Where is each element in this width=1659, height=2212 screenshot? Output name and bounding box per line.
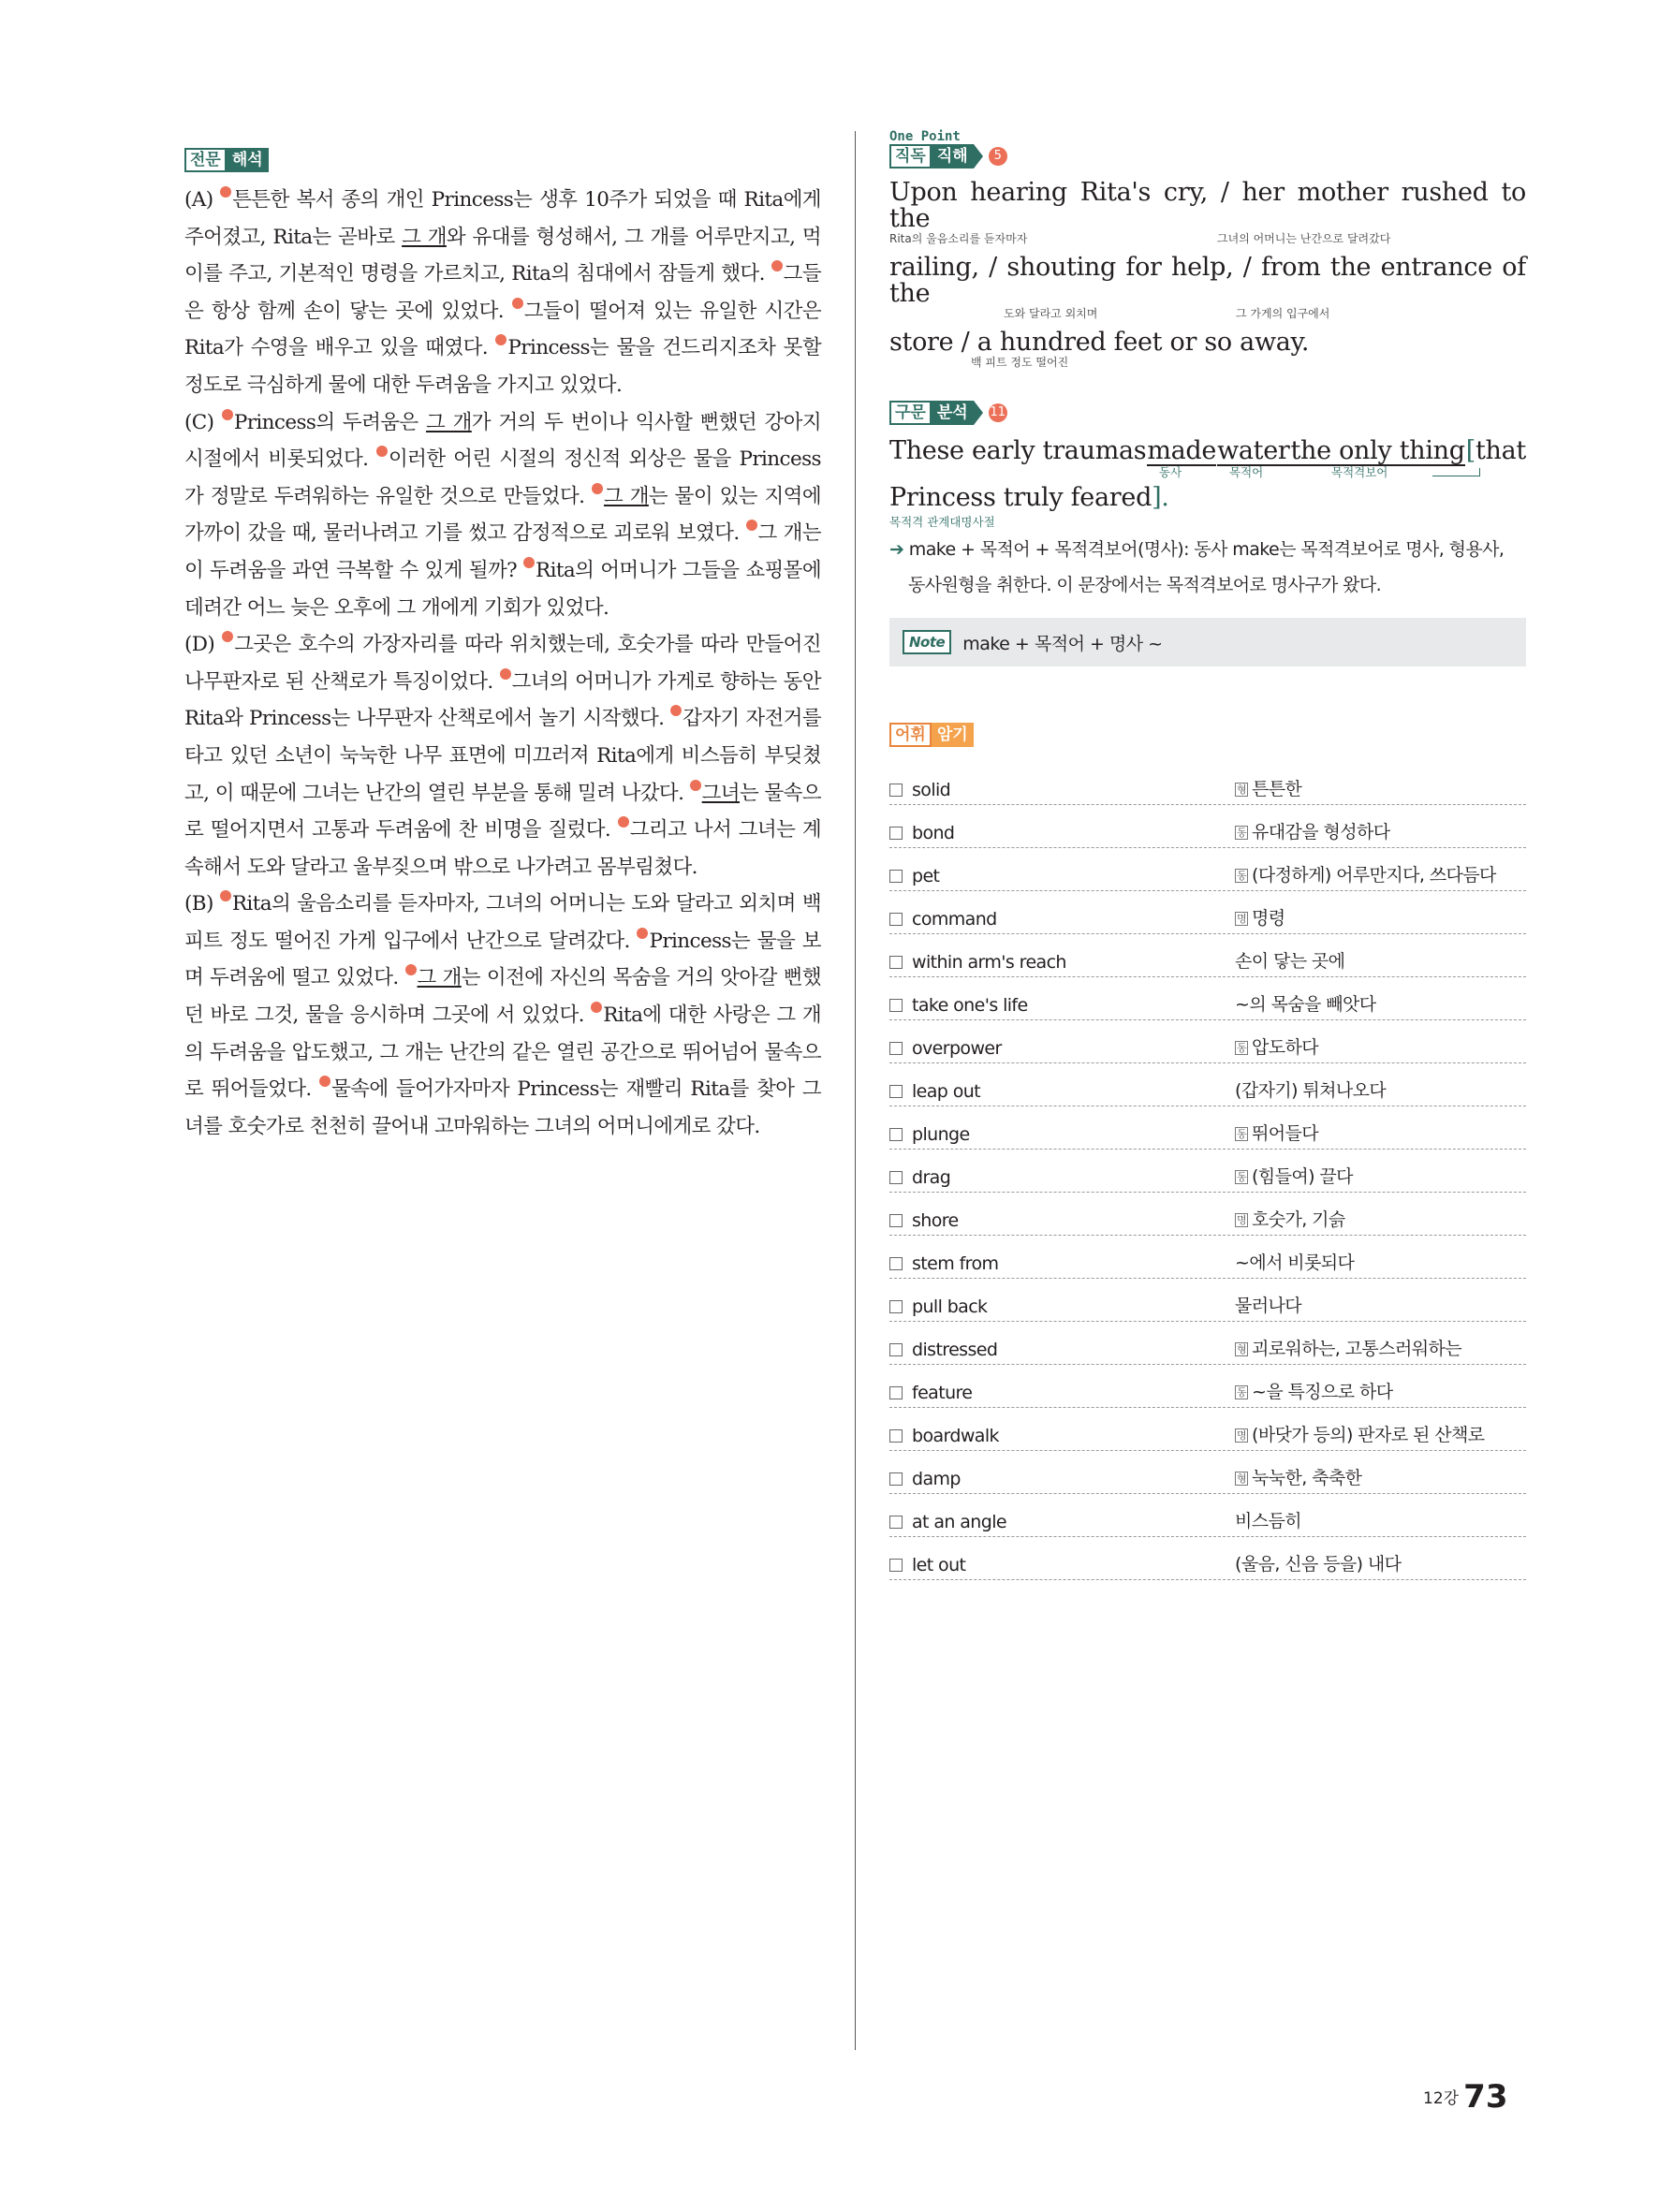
vocab-meaning: ~을 특징으로 하다 xyxy=(1252,1382,1393,1402)
vocab-meaning-cell xyxy=(1235,1077,1386,1102)
vocab-row xyxy=(889,891,1526,934)
vocab-row xyxy=(889,1193,1526,1236)
translation-paragraph xyxy=(184,886,821,1145)
tag-part-b: 분석 xyxy=(932,401,974,425)
vocab-row xyxy=(889,1494,1526,1537)
part-of-speech-badge: 동 xyxy=(1237,1386,1247,1399)
vocab-term: let out xyxy=(912,1555,966,1575)
question-number-badge: 5 xyxy=(989,147,1007,166)
chunk: Upon hearing Rita's cry, xyxy=(889,178,1208,207)
vocab-meaning-cell xyxy=(1235,990,1375,1016)
checkbox-icon[interactable] xyxy=(889,913,903,926)
checkbox-icon[interactable] xyxy=(889,1300,903,1313)
vocab-row xyxy=(889,1020,1526,1063)
part-of-speech-badge: 형 xyxy=(1237,784,1247,796)
vocab-row xyxy=(889,1106,1526,1150)
vocab-meaning-cell xyxy=(1235,1507,1301,1532)
vocab-row xyxy=(889,1279,1526,1322)
sentence-text: (B) xyxy=(184,892,220,916)
vocab-row xyxy=(889,1408,1526,1451)
translation-paragraph xyxy=(184,404,821,627)
sentence-text: 그곳은 호수의 가장자리를 따라 위치했는데, 호숫가를 따라 만들어진 나무판자로 된 산책로가 특징이었다. xyxy=(184,633,822,694)
reading-line-2 xyxy=(889,255,1526,307)
checkbox-icon[interactable] xyxy=(889,999,903,1012)
vocab-meaning-cell xyxy=(1235,861,1496,886)
chunk: her mother rushed to the xyxy=(889,178,1526,233)
vocab-meaning-cell xyxy=(1235,904,1285,930)
vocab-meaning-cell xyxy=(1235,1378,1393,1403)
vocab-row xyxy=(889,1236,1526,1279)
slash: / xyxy=(1220,178,1229,207)
gloss-line-1 xyxy=(889,232,1526,247)
part-of-speech-badge: 동 xyxy=(1237,1128,1247,1140)
translation-paragraph xyxy=(184,626,821,886)
vocab-meaning: 뛰어들다 xyxy=(1252,1123,1319,1144)
object: water xyxy=(1217,436,1290,465)
vocab-term: shore xyxy=(912,1210,959,1231)
note-text: make + 목적어 + 명사 ~ xyxy=(962,633,1163,654)
underlined-referent: 그 개 xyxy=(417,966,462,990)
page-number-value: 73 xyxy=(1463,2078,1508,2116)
reading-line-3 xyxy=(889,330,1526,356)
gloss: 도와 달라고 외치며 xyxy=(1004,307,1098,320)
sentence-marker-icon xyxy=(670,705,682,716)
vocab-term: distressed xyxy=(912,1340,998,1360)
checkbox-icon[interactable] xyxy=(889,1042,903,1055)
sentence-text: Princess는 물을 건드리지조차 못할 정도로 극심하게 물에 대한 두려움을 가지고 있었다. xyxy=(184,336,821,397)
part-of-speech-badge: 형 xyxy=(1237,1343,1247,1355)
vocab-meaning: (다정하게) 어루만지다, 쓰다듬다 xyxy=(1252,865,1496,886)
sentence-text: 는 물이 있는 지역에 가까이 갔을 때, 물러나려고 기를 썼고 감정적으로 괴로워 보였다. xyxy=(184,484,821,546)
analysis-sentence xyxy=(889,438,1526,530)
tag-arrow-icon xyxy=(974,401,983,425)
vocab-term: overpower xyxy=(912,1038,1002,1059)
underlined-referent: 그 개 xyxy=(426,410,472,434)
vocab-meaning: ~에서 비롯되다 xyxy=(1235,1252,1355,1273)
part-of-speech-badge: 명 xyxy=(1237,1429,1247,1442)
vocab-row xyxy=(889,1451,1526,1494)
vocab-meaning: 손이 닿는 곳에 xyxy=(1235,951,1345,972)
tag-part-a: 구문 xyxy=(889,401,932,425)
part-of-speech-badge: 명 xyxy=(1237,1214,1247,1226)
checkbox-icon[interactable] xyxy=(889,1085,903,1098)
grammar-explanation xyxy=(889,532,1526,603)
sentence-text: 그들이 떨어져 있는 유일한 시간은 Rita가 수영을 배우고 있을 때였다. xyxy=(184,299,821,360)
vocab-term: drag xyxy=(912,1167,951,1188)
sentence-labels xyxy=(889,466,1526,481)
direct-reading-block xyxy=(889,180,1526,371)
vocab-meaning-cell xyxy=(1235,947,1344,973)
part-of-speech-badge: 동 xyxy=(1237,827,1247,839)
vocab-term: pet xyxy=(912,866,940,886)
vocab-tag xyxy=(889,723,974,747)
sentence-marker-icon xyxy=(220,890,231,901)
slash: / xyxy=(961,328,970,357)
vocab-meaning-cell xyxy=(1235,1292,1301,1317)
sentence-marker-icon xyxy=(592,483,603,494)
relative-clause: Princess truly feared xyxy=(889,483,1152,512)
vocab-term: at an angle xyxy=(912,1512,1006,1532)
vocab-meaning: (울음, 신음 등을) 내다 xyxy=(1235,1554,1402,1575)
sentence-text: 그녀의 어머니가 가게로 향하는 동안 Rita와 Princess는 나무판자 산책로에서 놀기 시작했다. xyxy=(184,669,821,731)
vocab-row xyxy=(889,1537,1526,1580)
full-translation-tag xyxy=(184,148,269,172)
sentence-text: (D) xyxy=(184,633,223,657)
notes-section xyxy=(889,129,1526,1580)
translation-text xyxy=(184,182,821,1145)
sentence-text: 가 거의 두 번이나 익사할 뻔했던 강아지 시절에서 비롯되었다. xyxy=(184,410,821,472)
chunk: from the entrance of the xyxy=(889,253,1526,308)
translation-paragraph xyxy=(184,182,821,404)
checkbox-icon[interactable] xyxy=(889,827,903,840)
underlined-referent: 그 개 xyxy=(603,484,649,508)
vocab-meaning: ~의 목숨을 빼앗다 xyxy=(1235,994,1376,1015)
sentence-text: 와 유대를 형성해서, 그 개를 어루만지고, 먹이를 주고, 기본적인 명령을 가르치고, Rita의 침대에서 잠들게 했다. xyxy=(184,225,822,286)
chunk: store xyxy=(889,328,954,357)
vocab-row xyxy=(889,848,1526,891)
tag-part-b: 암기 xyxy=(932,723,974,747)
vocab-meaning: 물러나다 xyxy=(1235,1296,1302,1316)
sentence-text: 이러한 어린 시절의 정신적 외상은 물을 Princess가 정말로 두려워하는 유일한 것으로 만들었다. xyxy=(184,447,821,508)
sentence-line-2 xyxy=(889,485,1526,511)
explanation-line-1 xyxy=(889,532,1526,567)
vocab-row xyxy=(889,1322,1526,1365)
sentence-marker-icon xyxy=(220,186,231,198)
vocab-row xyxy=(889,1365,1526,1408)
sentence-marker-icon xyxy=(319,1076,330,1087)
sentence-number-badge: 11 xyxy=(989,403,1007,422)
vocab-term: damp xyxy=(912,1469,961,1489)
vocab-meaning: 명령 xyxy=(1252,908,1285,929)
checkbox-icon[interactable] xyxy=(889,870,903,883)
vocab-meaning-cell xyxy=(1235,1421,1484,1446)
tag-part-b: 직해 xyxy=(932,144,974,168)
vocab-term: boardwalk xyxy=(912,1426,999,1446)
lecture-label: 12강 xyxy=(1423,2089,1460,2108)
vocab-meaning: 눅눅한, 축축한 xyxy=(1252,1468,1362,1488)
bracket-close: ]. xyxy=(1152,483,1169,512)
tag-arrow-icon xyxy=(974,144,983,168)
part-of-speech-badge: 형 xyxy=(1237,1472,1247,1485)
page-number xyxy=(1423,2078,1507,2116)
sentence-marker-icon xyxy=(376,446,388,457)
vocab-meaning: (바닷가 등의) 판자로 된 산책로 xyxy=(1252,1425,1485,1445)
vocab-meaning-cell xyxy=(1235,1249,1354,1274)
vocab-term: leap out xyxy=(912,1081,981,1102)
part-of-speech-badge: 동 xyxy=(1237,1042,1247,1054)
vocab-row xyxy=(889,762,1526,805)
chunk: a hundred feet or so away. xyxy=(976,328,1310,357)
sentence-text: 그리고 나서 그녀는 계속해서 도와 달라고 울부짖으며 밖으로 나가려고 몸부림쳤다. xyxy=(184,818,821,879)
vocab-meaning-cell xyxy=(1235,1206,1345,1231)
sentence-marker-icon xyxy=(618,816,629,828)
vocab-term: stem from xyxy=(912,1253,999,1274)
one-point-label: One Point xyxy=(889,129,961,144)
vocab-meaning: 비스듬히 xyxy=(1235,1511,1302,1531)
part-of-speech-badge: 동 xyxy=(1237,1171,1247,1183)
vocab-meaning-cell xyxy=(1235,1163,1353,1188)
object-complement: the only thing xyxy=(1290,436,1465,465)
vocab-meaning-cell xyxy=(1235,775,1301,800)
full-translation-section xyxy=(184,148,821,1145)
direct-reading-tag xyxy=(889,144,983,168)
sentence-marker-icon xyxy=(771,260,783,271)
underlined-referent: 그 개 xyxy=(402,225,447,249)
checkbox-icon[interactable] xyxy=(889,1257,903,1270)
gloss-line-2 xyxy=(889,307,1526,322)
sentence-marker-icon xyxy=(512,298,523,309)
arrow-icon: ➔ xyxy=(889,539,904,560)
vocab-meaning: 괴로워하는, 고통스러워하는 xyxy=(1252,1339,1461,1359)
part-of-speech-badge: 명 xyxy=(1237,913,1247,925)
sentence-marker-icon xyxy=(500,668,511,680)
sentence-marker-icon xyxy=(405,964,417,975)
reading-line-1 xyxy=(889,180,1526,232)
sentence-marker-icon xyxy=(690,780,701,791)
sentence-text: (C) xyxy=(184,410,222,434)
label-verb: 동사 xyxy=(1159,465,1182,479)
vocab-meaning-cell xyxy=(1235,1464,1361,1489)
gloss-line-3 xyxy=(889,356,1526,371)
vocab-row xyxy=(889,934,1526,977)
sentence-text: 갑자기 자전거를 타고 있던 소년이 눅눅한 나무 표면에 미끄러져 Rita에게 비스듬히 부딪쳤고, 이 때문에 그녀는 난간의 열린 부분을 통해 밀려 나갔다. xyxy=(184,707,822,805)
vocab-term: solid xyxy=(912,780,951,800)
vocab-meaning-cell xyxy=(1235,1335,1461,1360)
explanation-text: make + 목적어 + 목적격보어(명사): 동사 make는 목적격보어로 명사, 형용사, xyxy=(908,539,1505,560)
part-of-speech-badge: 동 xyxy=(1237,870,1247,882)
vocab-meaning: 튼튼한 xyxy=(1252,779,1302,799)
vocab-meaning: 압도하다 xyxy=(1252,1037,1319,1058)
sentence-text: 는 이전에 자신의 목숨을 거의 앗아갈 뻔했던 바로 그것, 물을 응시하며 그곳에 서 있었다. xyxy=(184,966,821,1028)
sentence-text: Rita의 울음소리를 듣자마자, 그녀의 어머니는 도와 달라고 외치며 백 피트 정도 떨어진 가게 입구에서 난간으로 달려갔다. xyxy=(184,892,821,953)
vocab-term: within arm's reach xyxy=(912,952,1066,973)
underlined-referent: 그녀 xyxy=(701,781,740,805)
column-divider xyxy=(855,131,856,2050)
gloss: 백 피트 정도 떨어진 xyxy=(971,356,1069,369)
checkbox-icon[interactable] xyxy=(889,1128,903,1141)
gloss: 그녀의 어머니는 난간으로 달려갔다 xyxy=(1217,232,1391,245)
checkbox-icon[interactable] xyxy=(889,1516,903,1529)
checkbox-icon[interactable] xyxy=(889,1429,903,1443)
checkbox-icon[interactable] xyxy=(889,1214,903,1227)
sentence-text: (A) xyxy=(184,188,221,212)
slash: / xyxy=(1242,253,1252,282)
vocab-meaning: (힘들여) 끌다 xyxy=(1252,1166,1353,1187)
vocab-row xyxy=(889,1063,1526,1106)
sentence-text: 그들은 항상 함께 손이 닿는 곳에 있었다. xyxy=(184,262,821,323)
slash: / xyxy=(989,253,997,282)
vocab-term: plunge xyxy=(912,1124,970,1145)
tag-part-a: 직독 xyxy=(889,144,932,168)
vocab-row xyxy=(889,977,1526,1020)
sentence-line-1 xyxy=(889,438,1526,466)
checkbox-icon[interactable] xyxy=(889,1343,903,1356)
checkbox-icon[interactable] xyxy=(889,1386,903,1399)
sentence-marker-icon xyxy=(222,409,233,420)
verb: made xyxy=(1147,436,1217,465)
label-relative-clause: 목적격 관계대명사절 xyxy=(889,515,995,529)
sentence-marker-icon xyxy=(591,1002,602,1013)
tag-part-a: 전문 xyxy=(184,148,227,172)
checkbox-icon[interactable] xyxy=(889,1171,903,1184)
relative-clause-link xyxy=(1432,468,1480,476)
sentence-marker-icon xyxy=(222,631,233,642)
vocab-meaning: 호숫가, 기슭 xyxy=(1252,1209,1345,1230)
sentence-marker-icon xyxy=(637,928,648,939)
tag-part-b: 해석 xyxy=(227,148,269,172)
note-box xyxy=(889,618,1526,667)
vocab-row xyxy=(889,805,1526,848)
bracket-open: [ xyxy=(1465,436,1475,465)
sentence-text: 물속에 들어가자마자 Princess는 재빨리 Rita를 찾아 그녀를 호숫가로 천천히 끌어내 고마워하는 그녀의 어머니에게로 갔다. xyxy=(184,1077,821,1138)
label-object-complement: 목적격보어 xyxy=(1331,465,1388,479)
note-label: Note xyxy=(903,630,951,654)
sentence-text: 그 개는 이 두려움을 과연 극복할 수 있게 될까? xyxy=(184,521,821,582)
structure-analysis-tag xyxy=(889,401,983,425)
vocab-meaning-cell xyxy=(1235,818,1390,843)
sentence-marker-icon xyxy=(746,520,757,531)
sentence-marker-icon xyxy=(523,557,535,568)
vocab-row xyxy=(889,1150,1526,1193)
vocab-term: bond xyxy=(912,823,955,843)
sentence-text: Rita에 대한 사랑은 그 개의 두려움을 압도했고, 그 개는 난간의 같은 열린 공간으로 뛰어넘어 물속으로 뛰어들었다. xyxy=(184,1003,821,1102)
vocab-meaning-cell xyxy=(1235,1120,1318,1145)
vocab-meaning-cell xyxy=(1235,1033,1318,1059)
vocab-meaning-cell xyxy=(1235,1550,1401,1575)
checkbox-icon[interactable] xyxy=(889,956,903,969)
vocab-term: command xyxy=(912,909,997,930)
vocab-list xyxy=(889,762,1526,1580)
chunk: shouting for help, xyxy=(1006,253,1234,282)
explanation-line-2: 동사원형을 취한다. 이 문장에서는 목적격보어로 명사구가 왔다. xyxy=(908,575,1382,595)
subject: These early traumas xyxy=(889,436,1147,465)
sentence-text: Princess는 물을 보며 두려움에 떨고 있었다. xyxy=(184,929,821,990)
sentence-text: Rita의 어머니가 그들을 쇼핑몰에 데려간 어느 늦은 오후에 그 개에게 기회가 있었다. xyxy=(184,558,821,620)
gloss: 그 가게의 입구에서 xyxy=(1236,307,1330,320)
checkbox-icon[interactable] xyxy=(889,1559,903,1572)
vocab-term: pull back xyxy=(912,1296,988,1317)
checkbox-icon[interactable] xyxy=(889,1472,903,1486)
tag-part-a: 어휘 xyxy=(889,723,932,747)
vocab-meaning: 유대감을 형성하다 xyxy=(1252,822,1390,842)
checkbox-icon[interactable] xyxy=(889,784,903,797)
sentence-text: 튼튼한 복서 종의 개인 Princess는 생후 10주가 되었을 때 Rita에게 주어졌고, Rita는 곧바로 xyxy=(184,188,821,249)
sentence-text: 는 물속으로 떨어지면서 고통과 두려움에 찬 비명을 질렀다. xyxy=(184,781,821,842)
sentence-text: Princess의 두려움은 xyxy=(233,410,427,434)
vocab-meaning: (갑자기) 튀쳐나오다 xyxy=(1235,1080,1387,1101)
label-object: 목적어 xyxy=(1229,465,1264,479)
gloss: Rita의 울음소리를 듣자마자 xyxy=(889,232,1028,245)
relative-pronoun: that xyxy=(1475,436,1526,465)
vocab-term: feature xyxy=(912,1383,973,1403)
sentence-marker-icon xyxy=(495,334,507,345)
vocab-term: take one's life xyxy=(912,995,1028,1016)
chunk: railing, xyxy=(889,253,979,282)
